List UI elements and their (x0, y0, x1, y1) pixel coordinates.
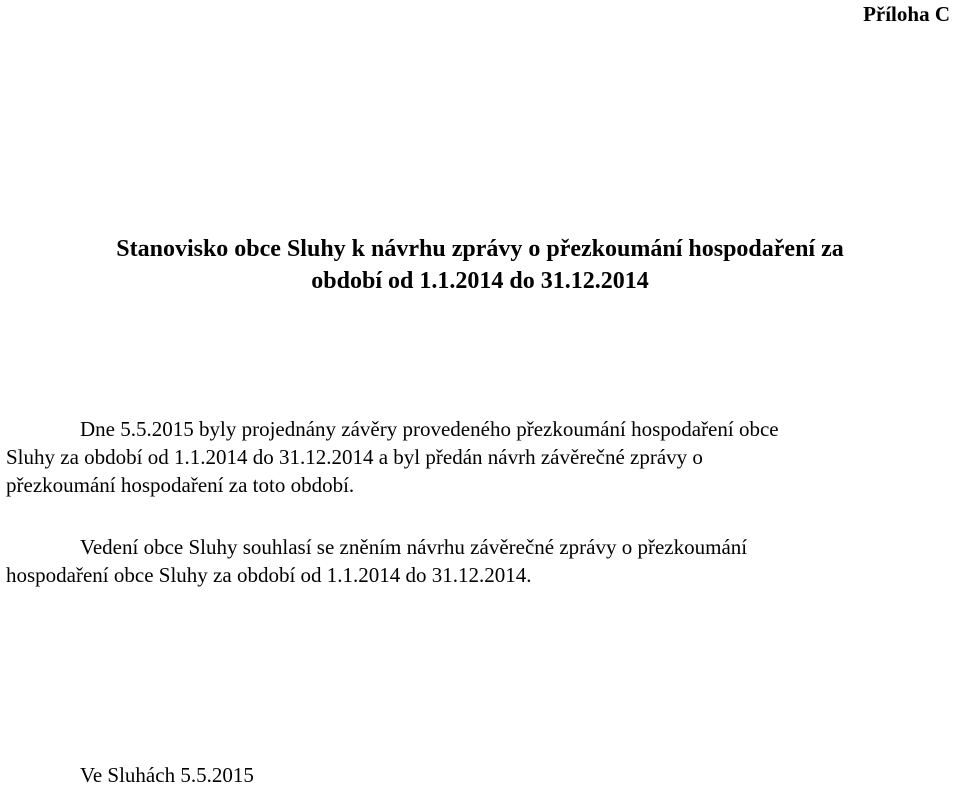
document-title (0, 233, 960, 297)
paragraph-line: hospodaření obce Sluhy za období od 1.1.2014 do 31.12.2014. (6, 563, 532, 587)
paragraph-line: Dne 5.5.2015 byly projednány závěry provedeného přezkoumání hospodaření obce (80, 417, 779, 441)
paragraph-line: Sluhy za období od 1.1.2014 do 31.12.2014 a byl předán návrh závěrečné zprávy o (6, 445, 703, 469)
annex-label: Příloha C (863, 2, 950, 26)
paragraph-meeting-note (6, 415, 956, 499)
paragraph-line: Vedení obce Sluhy souhlasí se zněním návrhu závěrečné zprávy o přezkoumání (80, 535, 748, 559)
paragraph-approval-statement (6, 533, 956, 589)
paragraph-line: přezkoumání hospodaření za toto období. (6, 473, 355, 497)
document-title-line-1: Stanovisko obce Sluhy k návrhu zprávy o přezkoumání hospodaření za (116, 236, 844, 262)
document-title-line-2: období od 1.1.2014 do 31.12.2014 (311, 268, 649, 294)
place-and-date-signoff: Ve Sluhách 5.5.2015 (80, 763, 254, 787)
